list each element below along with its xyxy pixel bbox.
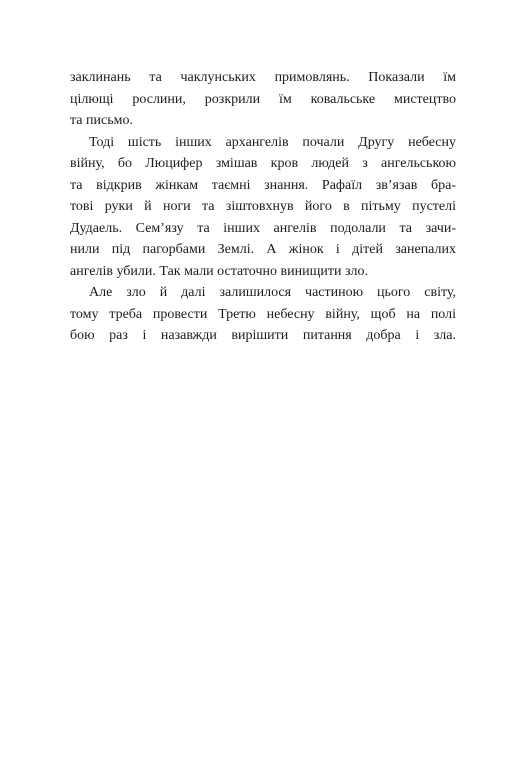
text-line: війну, бо Люцифер змішав кров людей з ангельською [70,156,456,171]
body-text [70,67,456,347]
text-line: тові руки й ноги та зіштовхнув його в пітьму пустелі [70,199,456,214]
text-line: ангелів убили. Так мали остаточно винищити зло. [70,263,368,279]
paragraph-2 [70,132,456,283]
text-line: нили під пагорбами Землі. А жінок і дітей занепалих [70,242,456,257]
text-line: та відкрив жінкам таємні знання. Рафаїл зв’язав бра- [70,177,456,193]
text-line: Тоді шість інших архангелів почали Другу небесну [89,134,456,150]
text-line: тому треба провести Третю небесну війну, щоб на полі [70,306,456,322]
paragraph-3 [70,282,456,347]
text-line: заклинань та чаклунських примовлянь. Показали їм [70,70,456,85]
text-line: цілющі рослини, розкрили їм ковальське мистецтво [70,91,456,107]
paragraph-1 [70,67,456,132]
text-line: Дудаель. Сем’язу та інших ангелів подолали та зачи- [70,220,456,236]
text-line: Але зло й далі залишилося частиною цього світу, [89,285,456,300]
text-line: бою раз і назавжди вирішити питання добра і зла. [70,328,456,343]
text-line: та письмо. [70,113,133,128]
